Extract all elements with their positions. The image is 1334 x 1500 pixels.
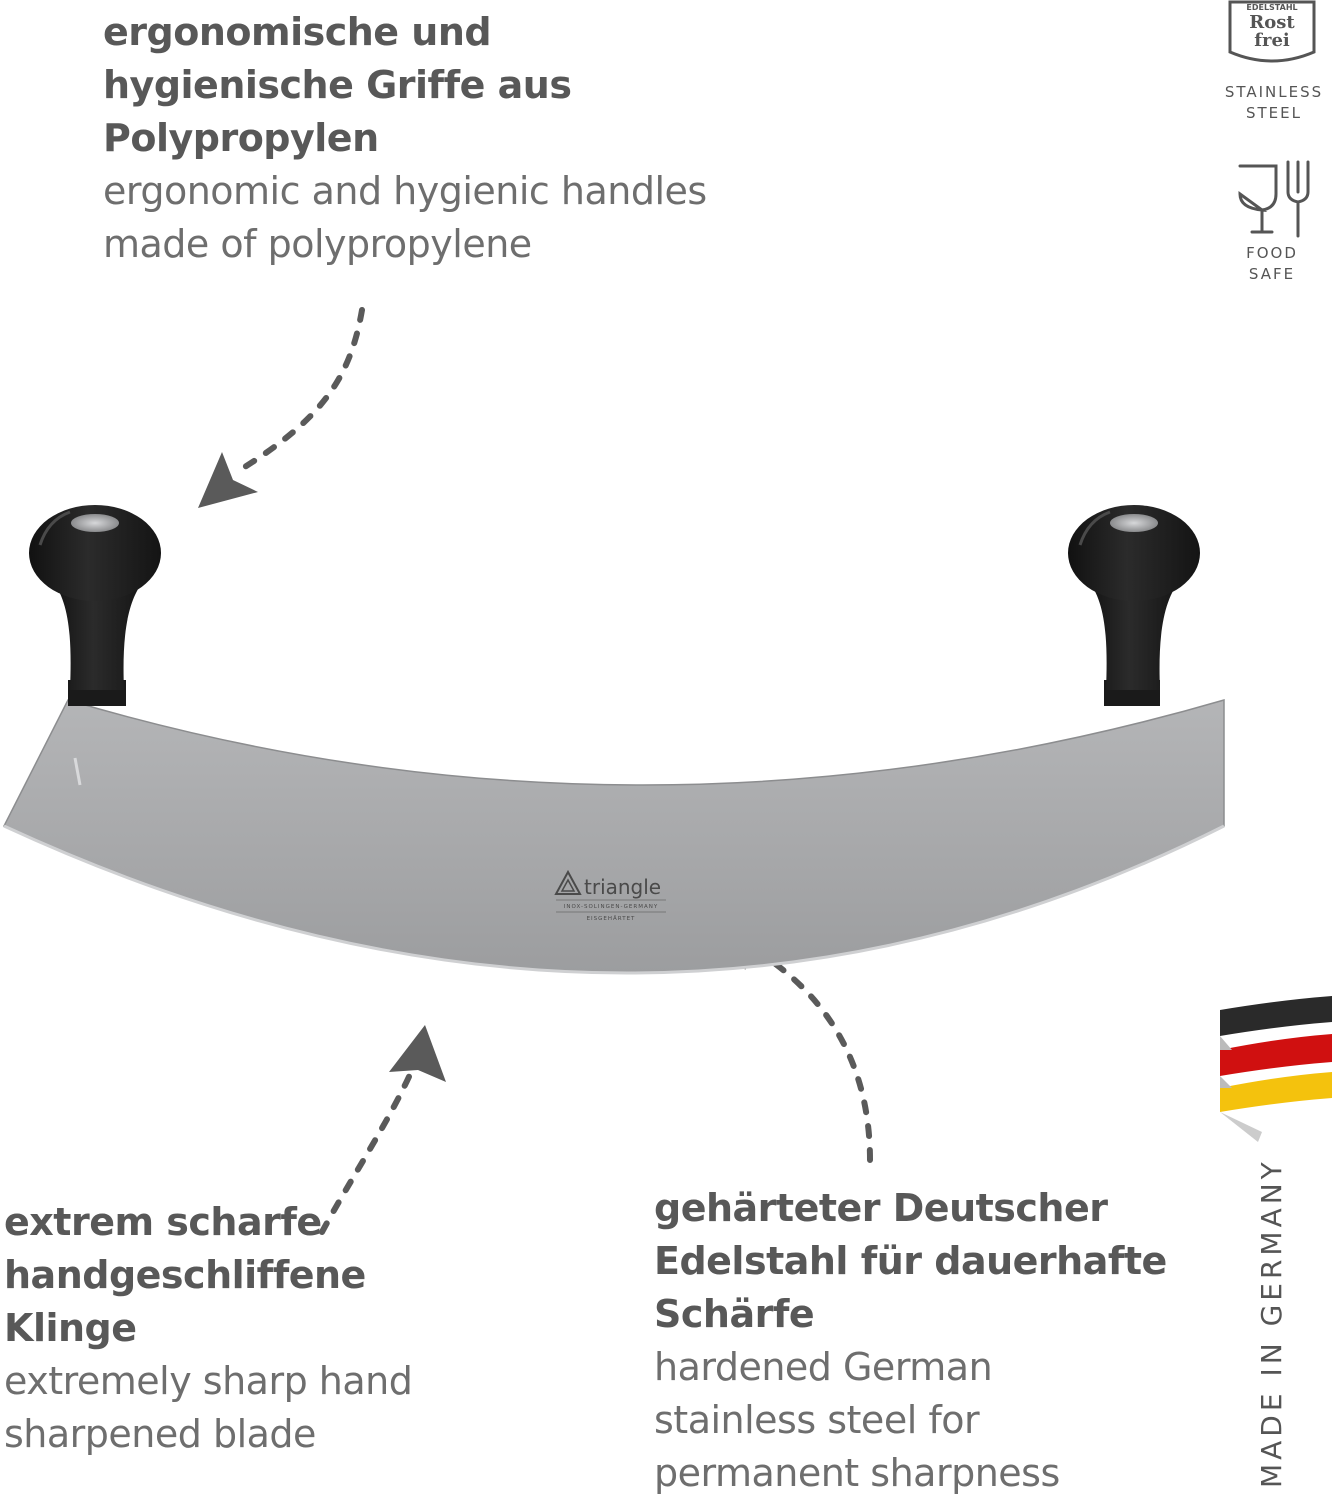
rostfrei-top-text: EDELSTAHL (1246, 3, 1298, 12)
left-handle (29, 505, 161, 706)
feature-handles-de-line: ergonomische und (103, 10, 492, 54)
brand-line-1: INOX-SOLINGEN-GERMANY (563, 904, 659, 910)
made-in-germany-label: MADE IN GERMANY (1255, 1158, 1288, 1488)
stainless-caption-line: STAINLESS (1224, 83, 1324, 101)
knife-blade (4, 700, 1224, 973)
stainless-steel-caption (1212, 82, 1334, 124)
brand-name: triangle (584, 875, 662, 899)
feature-steel-de-line: Schärfe (654, 1292, 815, 1336)
feature-handles-en-line: ergonomic and hygienic handles (103, 169, 707, 213)
feature-handles-en-line: made of polypropylene (103, 222, 532, 266)
arrow-to-steel (770, 960, 870, 1160)
feature-handles-de-line: Polypropylen (103, 116, 379, 160)
feature-blade-de-line: extrem scharfe (4, 1200, 322, 1244)
arrow-head-handle (198, 452, 258, 508)
rostfrei-line-1: Rost (1249, 12, 1295, 33)
food-safe-caption (1212, 243, 1332, 285)
arrow-to-handle (240, 310, 362, 470)
feature-handles-de-line: hygienische Griffe aus (103, 63, 572, 107)
feature-steel-en-line: stainless steel for (654, 1398, 980, 1442)
german-flag-icon (1220, 996, 1332, 1142)
food-safe-icon (1240, 162, 1308, 236)
stainless-caption-line: STEEL (1246, 104, 1302, 122)
feature-steel-en-line: hardened German (654, 1345, 993, 1389)
right-handle (1068, 505, 1200, 706)
arrow-to-blade (322, 1070, 412, 1232)
feature-blade-en-line: extremely sharp hand (4, 1359, 413, 1403)
feature-blade-en-line: sharpened blade (4, 1412, 316, 1456)
rostfrei-line-2: frei (1254, 30, 1290, 51)
feature-blade-de-line: handgeschliffene (4, 1253, 366, 1297)
feature-steel-de-line: gehärteter Deutscher (654, 1186, 1108, 1230)
feature-steel-en-line: permanent sharpness (654, 1451, 1060, 1495)
arrow-head-blade (389, 1025, 446, 1082)
rostfrei-badge (1230, 2, 1314, 61)
feature-steel-de-line: Edelstahl für dauerhafte (654, 1239, 1167, 1283)
brand-line-2: EISGEHÄRTET (586, 916, 636, 922)
feature-blade-de-line: Klinge (4, 1306, 137, 1350)
food-caption-line: FOOD (1246, 244, 1298, 262)
food-caption-line: SAFE (1248, 265, 1296, 283)
